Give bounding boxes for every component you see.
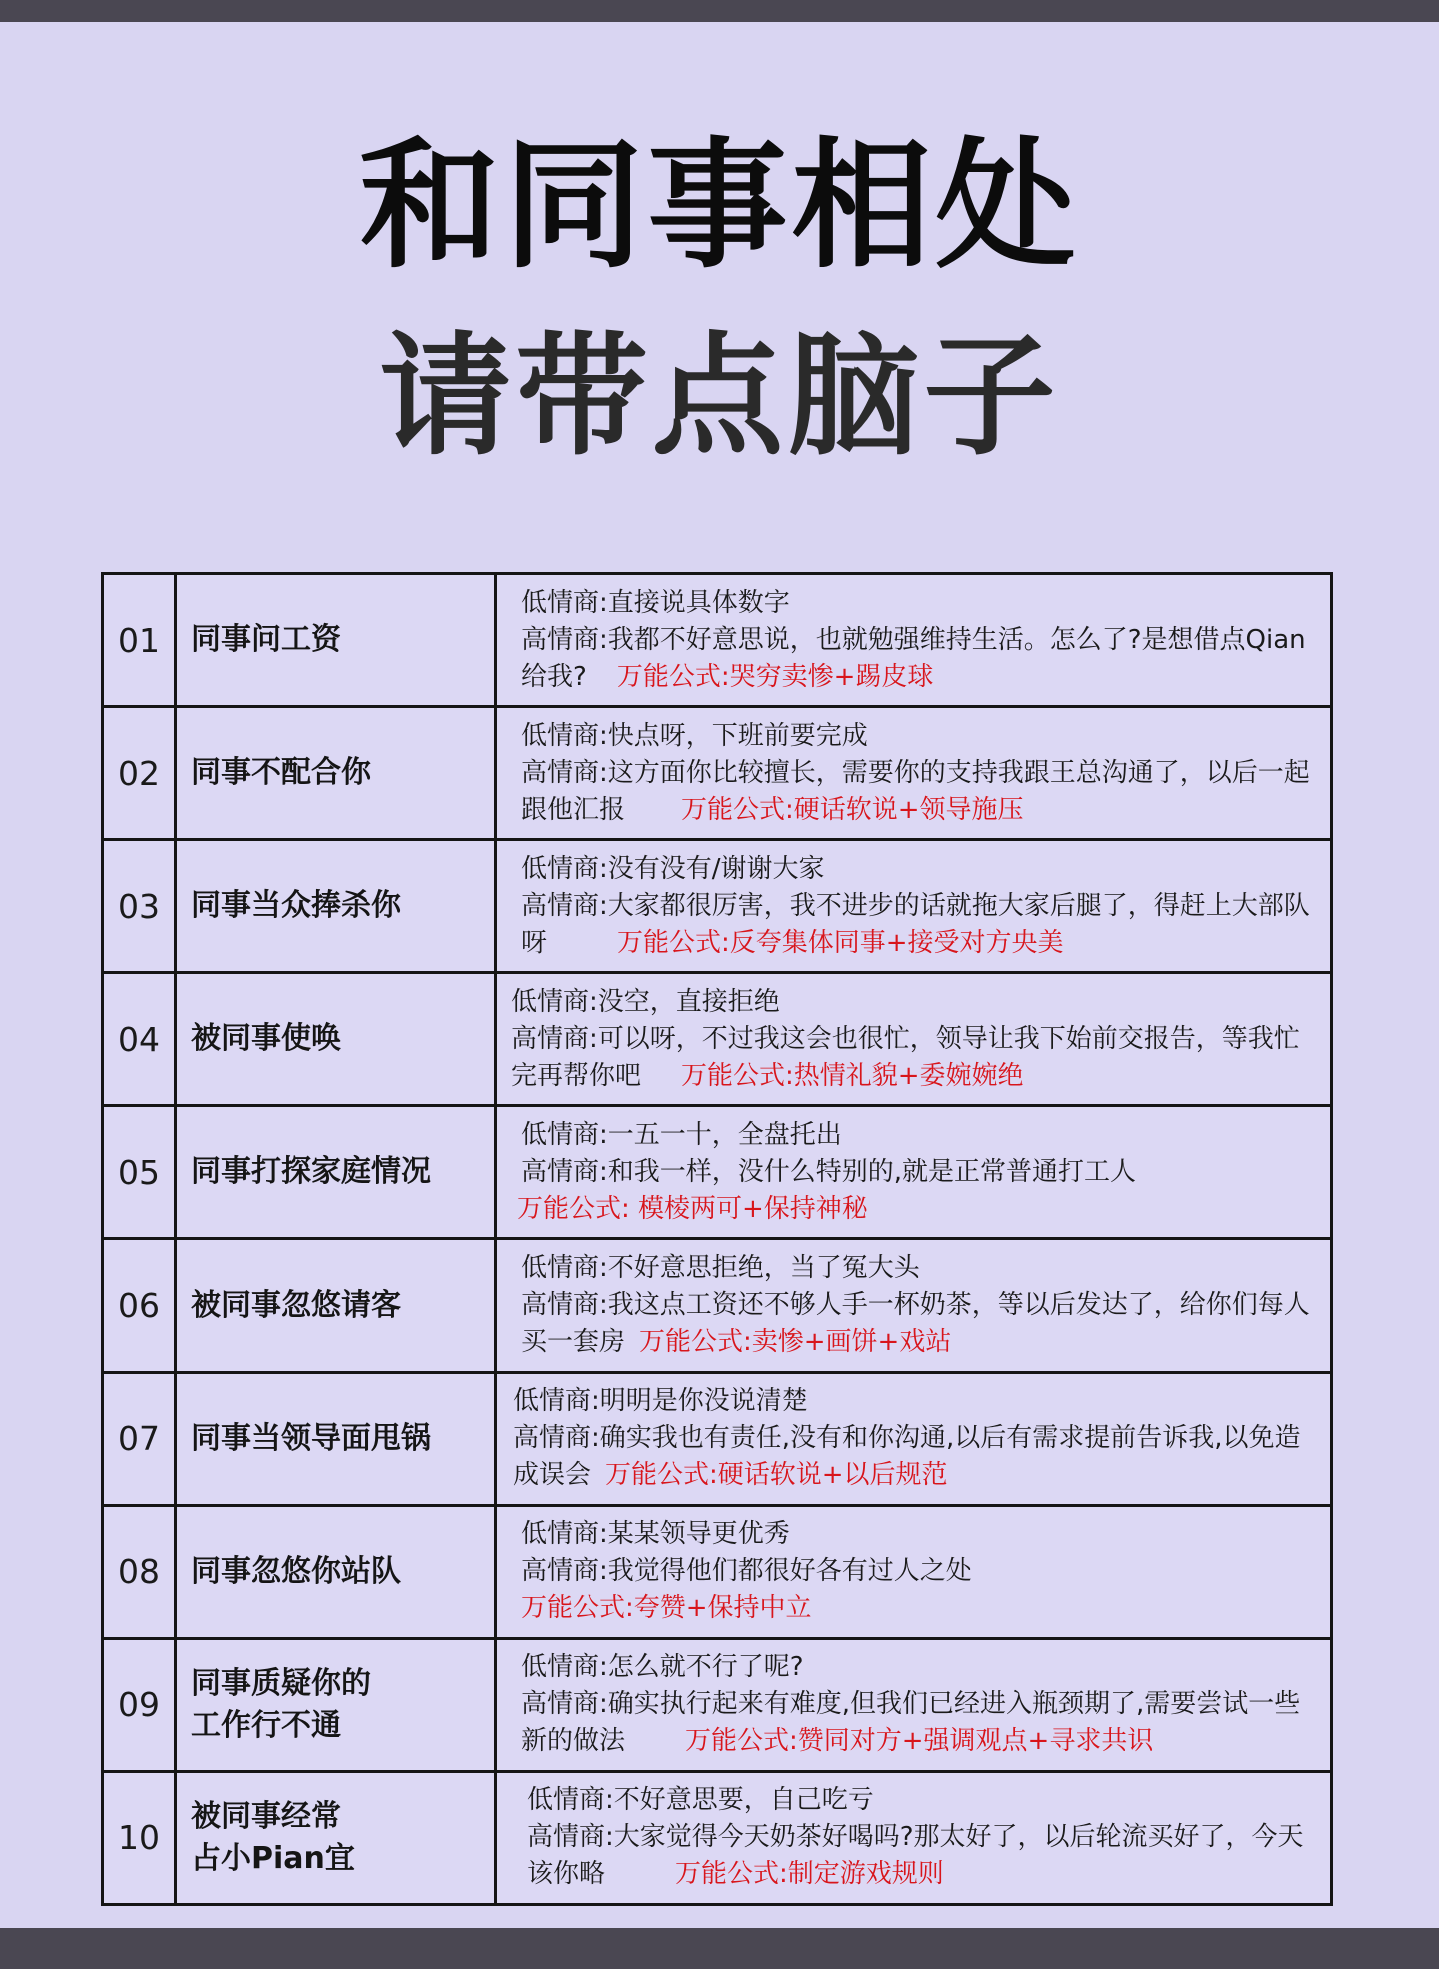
row-topic: 同事忽悠你站队	[176, 1505, 496, 1638]
row-description	[496, 1106, 1332, 1239]
high-eq-text: 高情商:我觉得他们都很好各有过人之处	[521, 1556, 972, 1587]
row-description	[496, 1372, 1332, 1505]
table-row	[103, 1372, 1332, 1505]
high-eq-text: 高情商:大家觉得今天奶茶好喝吗?那太好了，以后轮流买好了，今天该你略	[527, 1822, 1304, 1890]
row-topic: 同事问工资	[176, 574, 496, 707]
row-description	[496, 840, 1332, 973]
low-eq-text: 低情商:一五一十，全盘托出	[521, 1119, 842, 1150]
formula-text: 万能公式:热情礼貌+委婉婉绝	[681, 1060, 1024, 1091]
row-number: 02	[103, 707, 176, 840]
table-row	[103, 973, 1332, 1106]
row-topic: 同事不配合你	[176, 707, 496, 840]
row-topic-line: 占小Pian宜	[191, 1840, 355, 1876]
formula-text: 万能公式:卖惨+画饼+戏站	[639, 1327, 952, 1358]
table-row	[103, 707, 1332, 840]
formula-text: 万能公式: 模棱两可+保持神秘	[517, 1193, 868, 1224]
low-eq-text: 低情商:快点呀，下班前要完成	[521, 720, 868, 751]
row-topic: 同事当领导面甩锅	[176, 1372, 496, 1505]
row-topic: 同事打探家庭情况	[176, 1106, 496, 1239]
title-line-2: 请带点脑子	[379, 320, 1060, 474]
row-description	[496, 1638, 1332, 1771]
formula-text: 万能公式:硬话软说+以后规范	[605, 1460, 948, 1491]
high-eq-text: 高情商:可以呀，不过我这会也很忙，领导让我下始前交报告，等我忙完再帮你吧	[511, 1023, 1300, 1091]
row-topic: 被同事忽悠请客	[176, 1239, 496, 1372]
table-row	[103, 840, 1332, 973]
high-eq-text: 高情商:确实执行起来有难度,但我们已经进入瓶颈期了,需要尝试一些新的做法	[521, 1689, 1301, 1757]
formula-text: 万能公式:赞同对方+强调观点+寻求共识	[685, 1726, 1154, 1757]
row-topic: 同事当众捧杀你	[176, 840, 496, 973]
low-eq-text: 低情商:怎么就不行了呢?	[521, 1652, 804, 1683]
table-row	[103, 1239, 1332, 1372]
row-number: 08	[103, 1505, 176, 1638]
title-line-1: 和同事相处	[359, 125, 1080, 288]
row-number: 04	[103, 973, 176, 1106]
row-topic-line: 同事质疑你的	[191, 1665, 371, 1701]
row-description	[496, 1771, 1332, 1904]
table-row	[103, 1771, 1332, 1904]
low-eq-text: 低情商:明明是你没说清楚	[513, 1386, 808, 1417]
tips-table	[101, 572, 1333, 1906]
row-topic: 被同事使唤	[176, 973, 496, 1106]
high-eq-text: 高情商:确实我也有责任,没有和你沟通,以后有需求提前告诉我,以免造成误会	[513, 1423, 1301, 1491]
row-number: 06	[103, 1239, 176, 1372]
low-eq-text: 低情商:某某领导更优秀	[521, 1519, 790, 1550]
row-description	[496, 1505, 1332, 1638]
high-eq-text: 高情商:我都不好意思说，也就勉强维持生活。怎么了?是想借点Qian给我?	[521, 624, 1306, 692]
low-eq-text: 低情商:没空，直接拒绝	[511, 986, 780, 1017]
row-topic	[176, 1638, 496, 1771]
low-eq-text: 低情商:不好意思要，自己吃亏	[527, 1785, 874, 1816]
low-eq-text: 低情商:直接说具体数字	[521, 587, 790, 618]
poster	[0, 22, 1439, 1928]
row-number: 03	[103, 840, 176, 973]
formula-text: 万能公式:制定游戏规则	[675, 1859, 944, 1890]
row-description	[496, 1239, 1332, 1372]
table-row	[103, 1638, 1332, 1771]
row-description	[496, 707, 1332, 840]
row-topic-line: 被同事经常	[191, 1798, 341, 1834]
row-number: 05	[103, 1106, 176, 1239]
formula-text: 万能公式:夸赞+保持中立	[521, 1593, 812, 1624]
low-eq-text: 低情商:没有没有/谢谢大家	[521, 853, 825, 884]
formula-text: 万能公式:哭穷卖惨+踢皮球	[616, 661, 934, 692]
row-description	[496, 973, 1332, 1106]
formula-text: 万能公式:硬话软说+领导施压	[681, 794, 1024, 825]
row-number: 07	[103, 1372, 176, 1505]
row-number: 01	[103, 574, 176, 707]
table-row	[103, 574, 1332, 707]
row-description	[496, 574, 1332, 707]
table-row	[103, 1106, 1332, 1239]
row-number: 09	[103, 1638, 176, 1771]
formula-text: 万能公式:反夸集体同事+接受对方央美	[617, 927, 1064, 958]
high-eq-text: 高情商:大家都很厉害，我不进步的话就拖大家后腿了，得赶上大部队呀	[521, 890, 1310, 958]
low-eq-text: 低情商:不好意思拒绝，当了冤大头	[521, 1253, 920, 1284]
row-topic-line: 工作行不通	[191, 1707, 341, 1743]
row-number: 10	[103, 1771, 176, 1904]
high-eq-text: 高情商:和我一样，没什么特别的,就是正常普通打工人	[521, 1156, 1137, 1187]
high-eq-text: 高情商:这方面你比较擅长，需要你的支持我跟王总沟通了，以后一起跟他汇报	[521, 757, 1310, 825]
high-eq-text: 高情商:我这点工资还不够人手一杯奶茶，等以后发达了，给你们每人买一套房	[521, 1290, 1310, 1358]
table-row	[103, 1505, 1332, 1638]
row-topic	[176, 1771, 496, 1904]
tips-table-container	[101, 572, 1333, 1906]
